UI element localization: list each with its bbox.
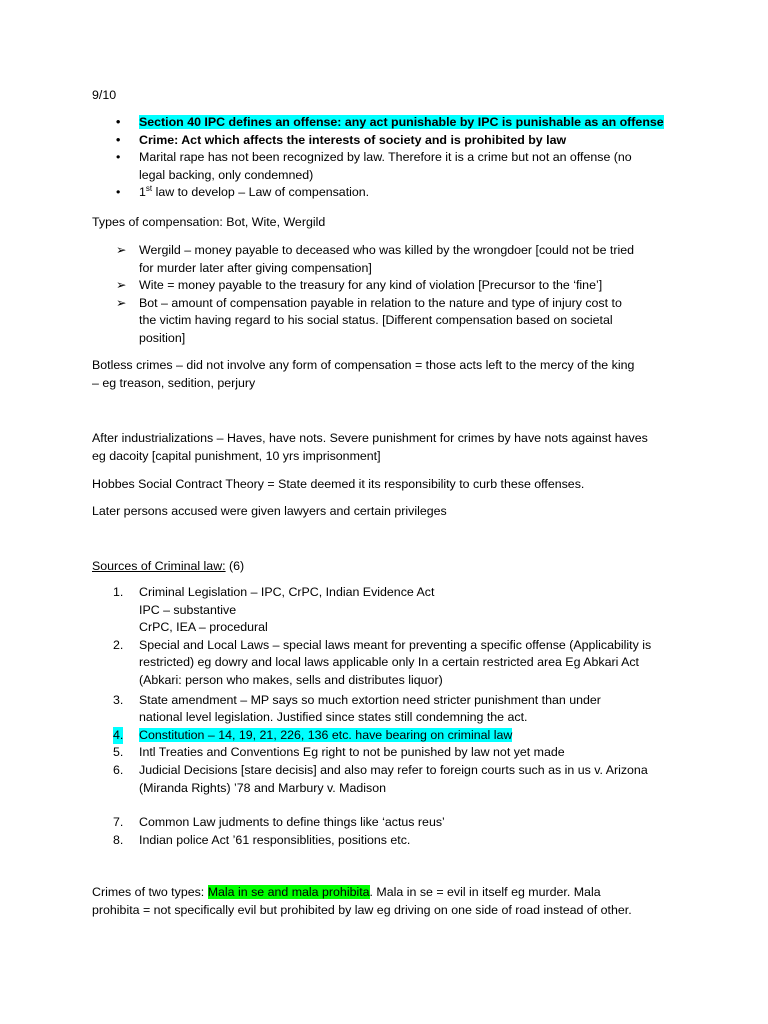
bullet-item-section40 bbox=[0, 114, 680, 132]
types-arrow-list bbox=[0, 242, 680, 348]
types-heading: Types of compensation: Bot, Wite, Wergild bbox=[92, 215, 326, 229]
bullet-icon: • bbox=[116, 132, 121, 147]
source-item-4 bbox=[0, 727, 680, 745]
list-number: 4. bbox=[113, 727, 123, 745]
sources-heading: Sources of Criminal law: (6) bbox=[92, 559, 245, 573]
later-paragraph: Later persons accused were given lawyers and certain privileges bbox=[92, 504, 447, 518]
source-item-3: 3. State amendment – MP says so much extortion need stricter punishment than under national level legislation. Justified since states still condemning the act. bbox=[113, 692, 601, 725]
botless-paragraph: Botless crimes – did not involve any form of compensation = those acts left to the mercy of the king – eg treason, sedition, perjury bbox=[92, 358, 635, 390]
bullet-text: law to develop – Law of compensation. bbox=[152, 185, 370, 200]
bullet-text: Crime: Act which affects the interests of society and is prohibited by law bbox=[139, 132, 567, 147]
bullet-icon: • bbox=[116, 185, 121, 200]
arrow-bullet-icon: ➢ bbox=[116, 278, 127, 293]
hobbes-paragraph: Hobbes Social Contract Theory = State deemed it its responsibility to curb these offenses. bbox=[92, 477, 585, 491]
superscript: st bbox=[145, 184, 153, 194]
source-item-6: 6. Judicial Decisions [stare decisis] and also may refer to foreign courts such as in us v. Arizona (Miranda Rights) ’78 and Marbury v. Madison bbox=[113, 762, 648, 795]
list-number: 1. bbox=[113, 585, 124, 599]
bullet-text: legal backing, only condemned) bbox=[139, 167, 314, 182]
arrow-bullet-icon: ➢ bbox=[116, 295, 127, 310]
bullet-icon: • bbox=[116, 150, 121, 165]
bullet-item-marital-rape bbox=[0, 149, 680, 184]
list-number: 3. bbox=[113, 692, 124, 707]
intro-bullet-list bbox=[0, 114, 680, 202]
highlighted-text: Section 40 IPC defines an offense: any act punishable by IPC is punishable as an offense bbox=[139, 115, 664, 129]
arrow-item-wergild: ➢ Wergild – money payable to deceased who was killed by the wrongdoer [could not be tried for murder later after giving compensation] bbox=[116, 243, 635, 275]
source-item-1: 1. Criminal Legislation – IPC, CrPC, Indian Evidence Act IPC – substantive CrPC, IEA – procedural bbox=[113, 585, 435, 635]
industrial-paragraph: After industrializations – Haves, have nots. Severe punishment for crimes by have nots against haves eg dacoity [capital punishment, 10 yrs imprisonment] bbox=[92, 431, 648, 463]
source-item-2: 2. Special and Local Laws – special laws meant for preventing a specific offense (Applicability is restricted) eg dowry and local laws applicable only In a certain restricted area Eg Abkari Act (Abkari: person who makes, sells and distributes liquor) bbox=[113, 637, 652, 687]
list-number: 8. bbox=[113, 832, 124, 847]
source-item-8: 8. Indian police Act ’61 responsiblities, positions etc. bbox=[0, 832, 680, 850]
crimes-paragraph: Crimes of two types: Mala in se and mala prohibita. Mala in se = evil in itself eg murder. Mala prohibita = not specifically evil but prohibited by law eg driving on one side of road instead of other. bbox=[92, 885, 632, 917]
bullet-item-first-law bbox=[0, 184, 680, 202]
list-number: 7. bbox=[113, 815, 124, 830]
list-number: 5. bbox=[113, 745, 124, 760]
source-item-7: 7. Common Law judments to define things like ‘actus reus’ bbox=[0, 814, 680, 832]
highlighted-text: Constitution – 14, 19, 21, 226, 136 etc. have bearing on criminal law bbox=[139, 727, 513, 742]
bullet-text: Marital rape has not been recognized by law. Therefore it is a crime but not an offense (no bbox=[139, 150, 632, 165]
arrow-item-wite: ➢ Wite = money payable to the treasury for any kind of violation [Precursor to the ‘fine’] bbox=[0, 277, 680, 295]
date-heading: 9/10 bbox=[92, 88, 117, 102]
bullet-text: 1 bbox=[139, 185, 146, 200]
arrow-item-bot: ➢ Bot – amount of compensation payable in relation to the nature and type of injury cost to the victim having regard to his social status. [Different compensation based on societal position] bbox=[116, 295, 622, 345]
sources-numbered-list bbox=[0, 584, 680, 849]
bullet-item-crime bbox=[0, 132, 680, 150]
bullet-icon: • bbox=[116, 115, 121, 129]
source-item-5: 5. Intl Treaties and Conventions Eg right to not be punished by law not yet made bbox=[0, 744, 680, 762]
underlined-heading: Sources of Criminal law: bbox=[92, 559, 226, 573]
list-number: 2. bbox=[113, 637, 124, 652]
arrow-bullet-icon: ➢ bbox=[116, 243, 127, 257]
highlighted-text: Mala in se and mala prohibita bbox=[207, 885, 370, 899]
list-number: 6. bbox=[113, 762, 124, 777]
